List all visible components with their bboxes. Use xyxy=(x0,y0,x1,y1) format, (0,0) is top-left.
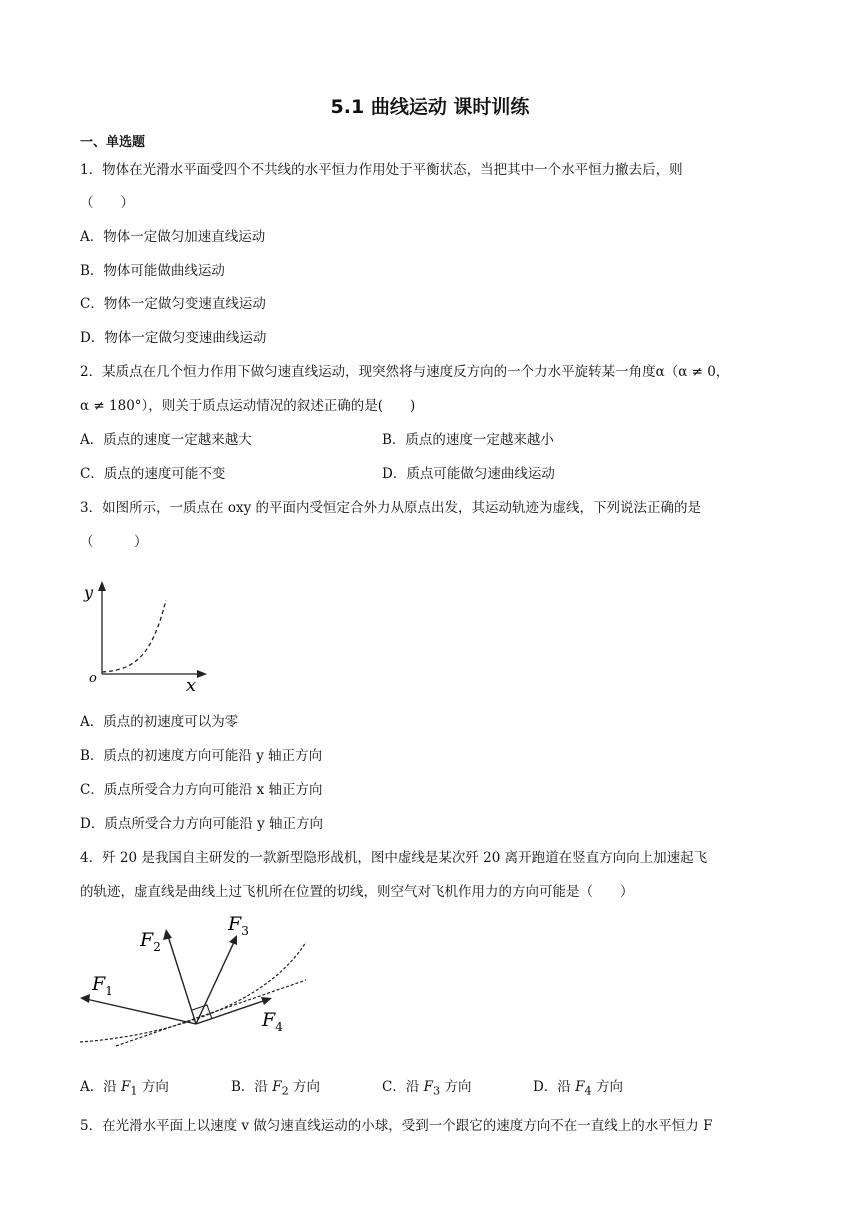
q4-f1-arrow-icon xyxy=(80,994,90,1003)
q3-trajectory-curve xyxy=(102,600,166,672)
q4-stem-cont: 的轨迹，虚直线是曲线上过飞机所在位置的切线，则空气对飞机作用力的方向可能是（ ） xyxy=(80,884,634,900)
q4-option-c: C．沿 $F_3$ 方向 xyxy=(382,1079,472,1098)
q3-trajectory-figure xyxy=(80,578,220,698)
q2-option-c: C．质点的速度可能不变 xyxy=(80,466,226,482)
q3-stem: 3．如图所示，一质点在 oxy 的平面内受恒定合外力从原点出发，其运动轨迹为虚线，下列说法正确的是 xyxy=(80,500,702,516)
q2-stem: 2．某质点在几个恒力作用下做匀速直线运动，现突然将与速度反方向的一个力水平旋转某一角度α（α ≠ 0， xyxy=(80,364,730,380)
q2-option-b: B．质点的速度一定越来越小 xyxy=(382,432,554,448)
q3-y-label: y xyxy=(84,583,94,602)
q4-f3-vector xyxy=(196,942,234,1024)
q1-option-a: A．物体一定做匀加速直线运动 xyxy=(80,229,266,245)
q1-option-b: B．物体可能做曲线运动 xyxy=(80,263,225,279)
q3-x-label: x xyxy=(186,675,197,696)
q2-option-d: D．质点可能做匀速曲线运动 xyxy=(382,466,555,482)
q3-y-arrow-icon xyxy=(98,581,106,591)
q4-f1-label: $F_1$ xyxy=(92,973,113,998)
q4-f4-arrow-icon xyxy=(261,997,272,1005)
q3-x-arrow-icon xyxy=(197,670,207,678)
q1-option-d: D．物体一定做匀变速曲线运动 xyxy=(80,330,267,346)
q3-option-b: B．质点的初速度方向可能沿 y 轴正方向 xyxy=(80,748,323,764)
q4-f2-arrow-icon xyxy=(163,929,172,940)
q4-force-figure xyxy=(76,906,316,1056)
q4-f3-label: $F_3$ xyxy=(228,913,249,938)
q4-option-a: A．沿 $F_1$ 方向 xyxy=(80,1079,169,1098)
q2-stem-cont: α ≠ 180°），则关于质点运动情况的叙述正确的是( ) xyxy=(80,398,416,414)
q4-option-d: D．沿 $F_4$ 方向 xyxy=(533,1079,623,1098)
q1-option-c: C．物体一定做匀变速直线运动 xyxy=(80,296,266,312)
q5-stem: 5．在光滑水平面上以速度 v 做匀速直线运动的小球，受到一个跟它的速度方向不在一直线上的水平恒力 F xyxy=(80,1118,713,1134)
q4-stem: 4．歼 20 是我国自主研发的一款新型隐形战机，图中虚线是某次歼 20 离开跑道在竖直方向向上加速起飞 xyxy=(80,850,708,866)
q1-stem: 1．物体在光滑水平面受四个不共线的水平恒力作用处于平衡状态，当把其中一个水平恒力撤去后，则 xyxy=(80,162,683,178)
q3-option-a: A．质点的初速度可以为零 xyxy=(80,714,239,730)
q4-option-b: B．沿 $F_2$ 方向 xyxy=(231,1079,321,1098)
section-heading: 一、单选题 xyxy=(80,135,146,150)
q4-f2-label: $F_2$ xyxy=(140,929,161,954)
q4-f3-arrow-icon xyxy=(229,935,237,945)
q1-stem-bracket: （ ） xyxy=(80,195,134,211)
q3-stem-bracket: （ ） xyxy=(80,534,148,550)
q3-origin-label: o xyxy=(89,671,97,686)
q4-f2-vector xyxy=(168,936,196,1024)
q4-f4-label: $F_4$ xyxy=(262,1009,283,1034)
page-title: 5.1 曲线运动 课时训练 xyxy=(330,96,530,118)
q3-option-c: C．质点所受合力方向可能沿 x 轴正方向 xyxy=(80,782,323,798)
q2-option-a: A．质点的速度一定越来越大 xyxy=(80,432,252,448)
q3-option-d: D．质点所受合力方向可能沿 y 轴正方向 xyxy=(80,816,324,832)
q4-f1-vector xyxy=(86,999,196,1024)
q4-f4-vector xyxy=(196,1000,266,1024)
